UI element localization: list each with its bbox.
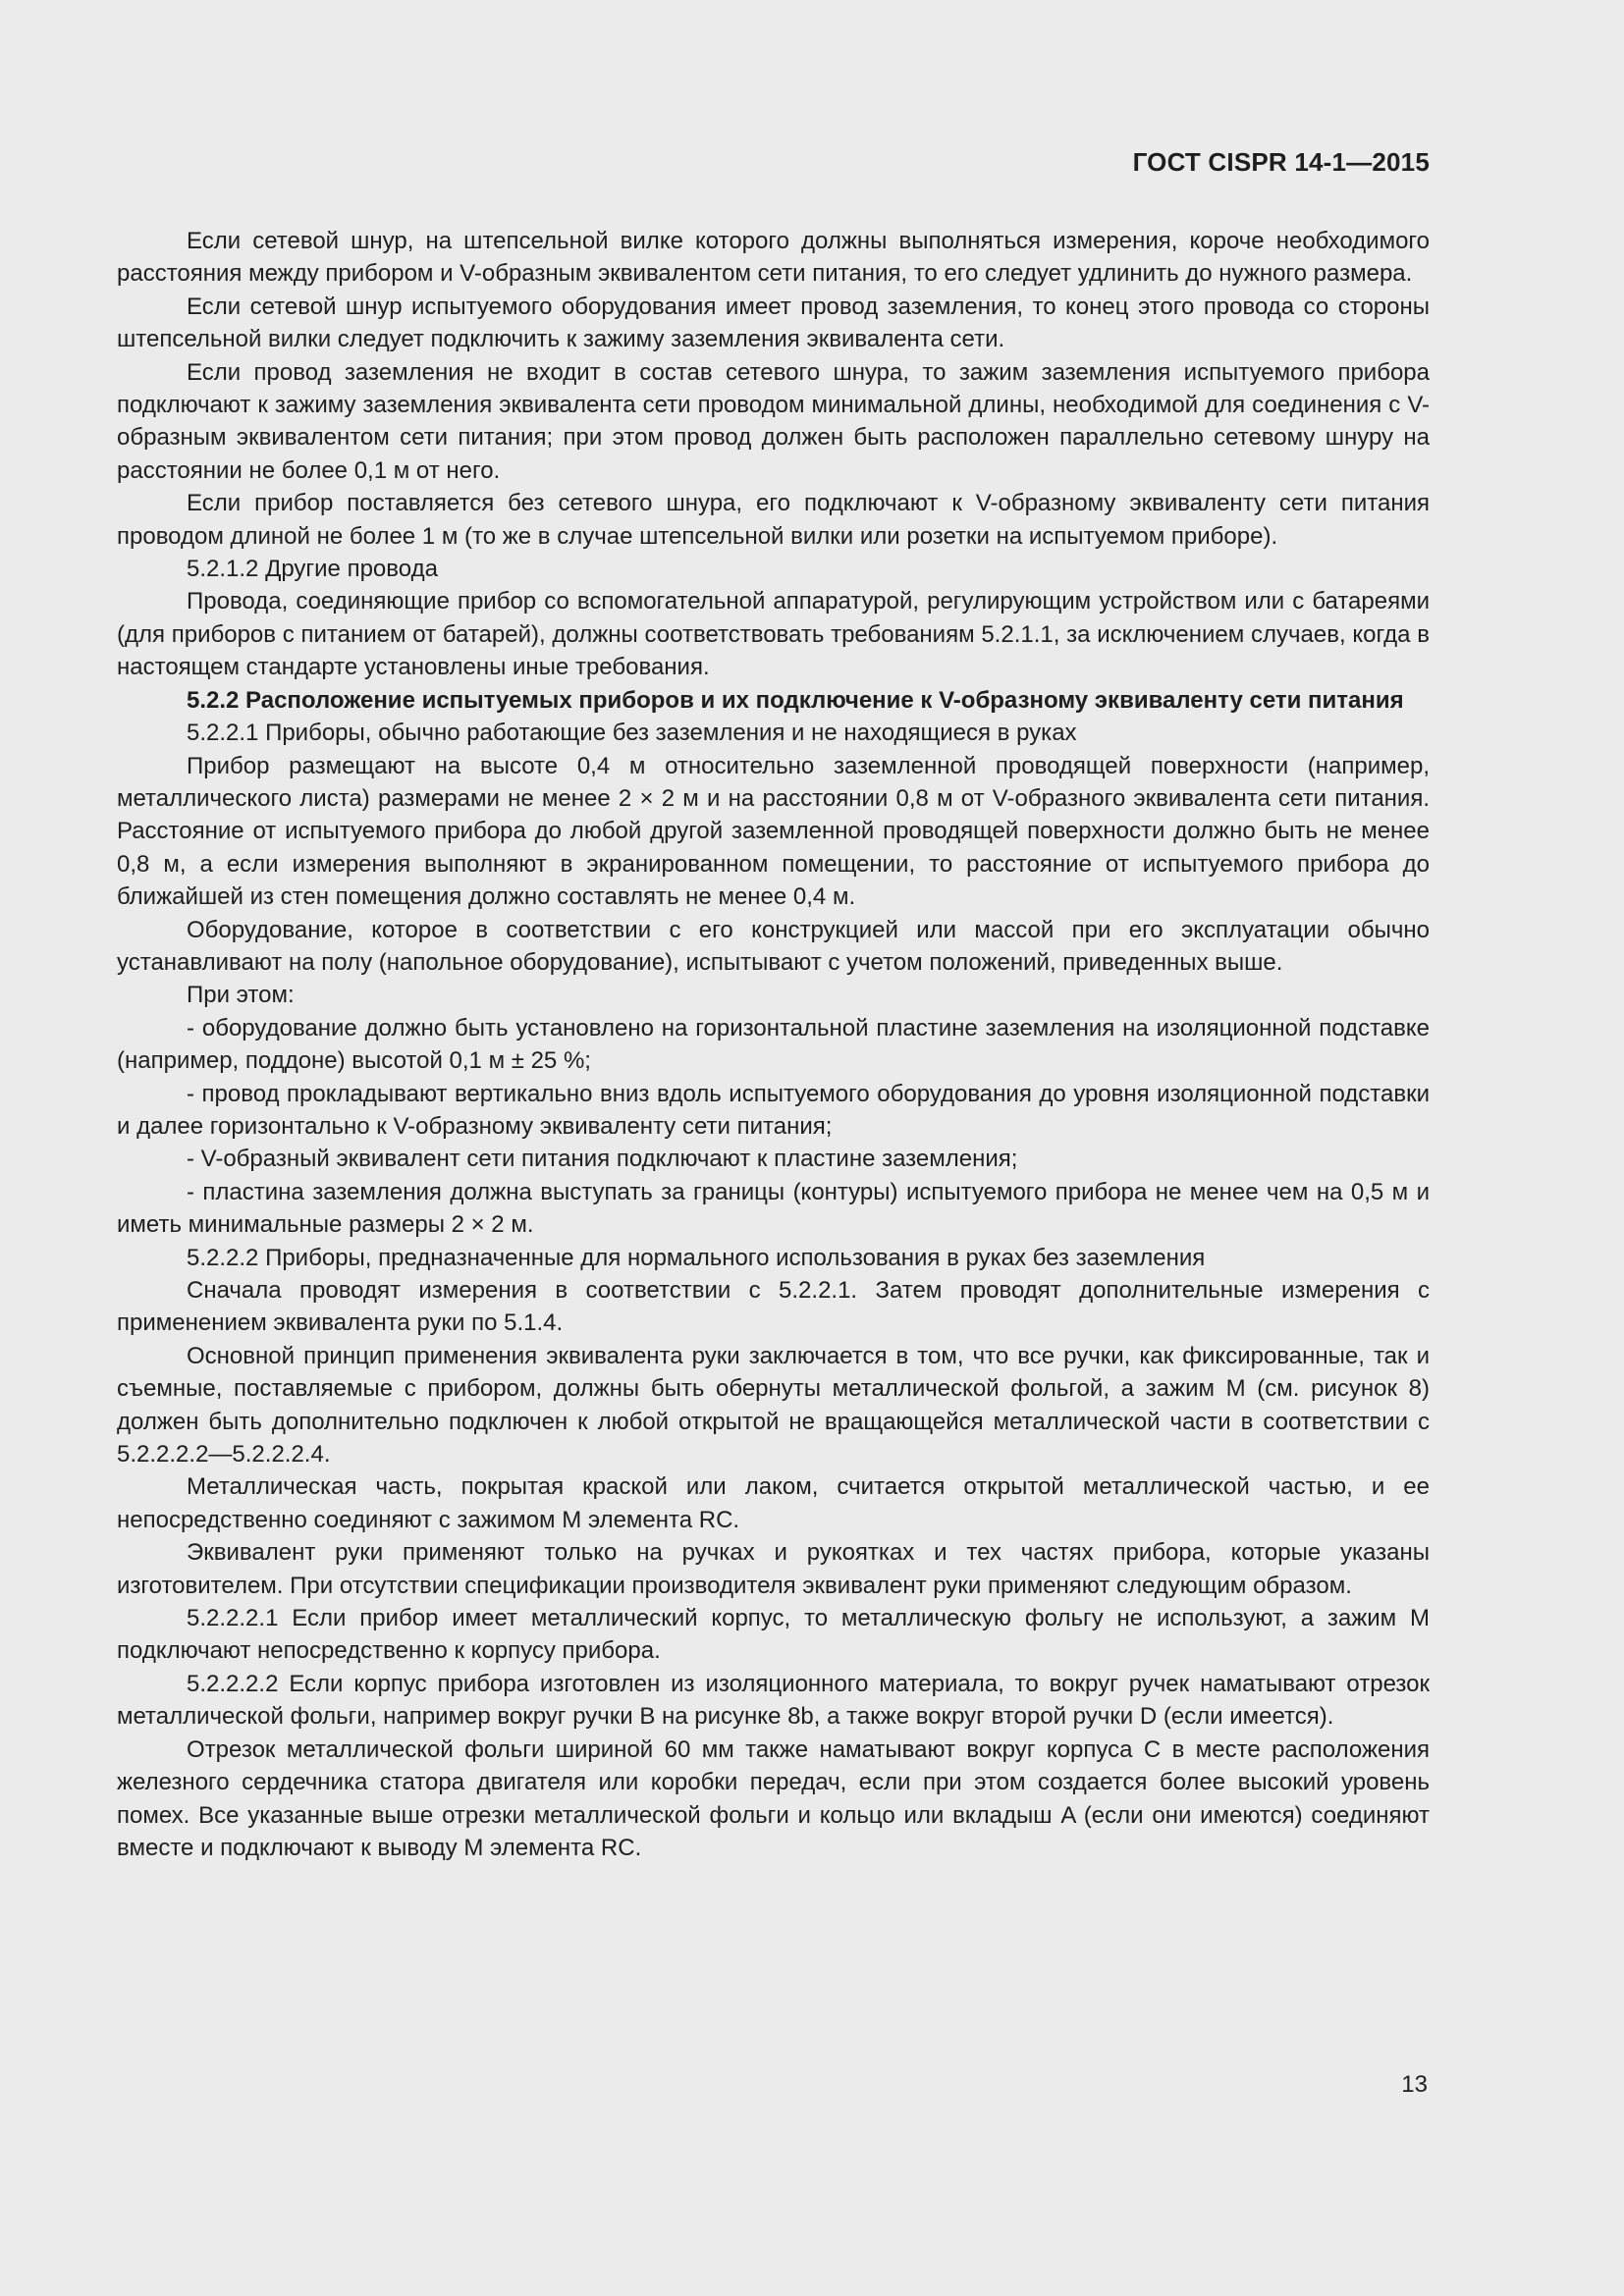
paragraph: Провода, соединяющие прибор со вспомогательной аппаратурой, регулирующим устройством или с батареями (для приборов с питанием от батарей), должны соответствовать требованиям 5.2.1.1, за исключением случаев, когда в настоящем стандарте установлены иные требования. — [117, 588, 1430, 681]
paragraph: 5.2.1.2 Другие провода — [187, 556, 438, 583]
paragraph: - провод прокладывают вертикально вниз вдоль испытуемого оборудования до уровня изоляционной подставки и далее горизонтально к V-образному эквиваленту сети питания; — [117, 1080, 1430, 1140]
paragraph: - пластина заземления должна выступать за границы (контуры) испытуемого прибора не менее чем на 0,5 м и иметь минимальные размеры 2 × 2 м. — [117, 1178, 1430, 1239]
paragraph: Если провод заземления не входит в состав сетевого шнура, то зажим заземления испытуемого прибора подключают к зажиму заземления эквивалента сети проводом минимальной длины, необходимой для соединения с V-образным эквивалентом сети питания; при этом провод должен быть расположен параллельно сетевому шнуру на расстоянии не более 0,1 м от него. — [117, 358, 1430, 484]
paragraph: Прибор размещают на высоте 0,4 м относительно заземленной проводящей поверхности (например, металлического листа) размерами не менее 2 × 2 м и на расстоянии 0,8 м от V-образного эквивалента сети питания. Расстояние от испытуемого прибора до любой другой заземленной проводящей поверхности должно быть не менее 0,8 м, а если измерения выполняют в экранированном помещении, то расстояние от испытуемого прибора до ближайшей из стен помещения должно составлять не менее 0,4 м. — [117, 752, 1430, 911]
document-body — [117, 225, 1430, 1864]
paragraph: Эквивалент руки применяют только на ручках и рукоятках и тех частях прибора, которые указаны изготовителем. При отсутствии спецификации производителя эквивалент руки применяют следующим образом. — [117, 1539, 1430, 1599]
section-heading: 5.2.2 Расположение испытуемых приборов и их подключение к V-образному эквиваленту сети питания — [187, 686, 1404, 714]
paragraph: Если сетевой шнур испытуемого оборудования имеет провод заземления, то конец этого провода со стороны штепсельной вилки следует подключить к зажиму заземления эквивалента сети. — [117, 293, 1430, 353]
paragraph: Сначала проводят измерения в соответствии с 5.2.2.1. Затем проводят дополнительные измерения с применением эквивалента руки по 5.1.4. — [117, 1277, 1430, 1337]
document-code-header: ГОСТ CISPR 14-1—2015 — [1132, 147, 1430, 177]
paragraph: Оборудование, которое в соответствии с его конструкцией или массой при его эксплуатации обычно устанавливают на полу (напольное оборудование), испытывают с учетом положений, приведенных выше. — [117, 916, 1430, 976]
paragraph: 5.2.2.2.1 Если прибор имеет металлический корпус, то металлическую фольгу не используют, а зажим M подключают непосредственно к корпусу прибора. — [117, 1605, 1430, 1665]
paragraph: 5.2.2.2 Приборы, предназначенные для нормального использования в руках без заземления — [187, 1244, 1206, 1271]
paragraph: Основной принцип применения эквивалента руки заключается в том, что все ручки, как фиксированные, так и съемные, поставляемые с прибором, должны быть обернуты металлической фольгой, а зажим M (см. рисунок 8) должен быть дополнительно подключен к любой открытой не вращающейся металлической части в соответствии с 5.2.2.2.2—5.2.2.2.4. — [117, 1342, 1430, 1468]
paragraph: Металлическая часть, покрытая краской или лаком, считается открытой металлической частью, и ее непосредственно соединяют с зажимом M элемента RC. — [117, 1473, 1430, 1533]
paragraph: - V-образный эквивалент сети питания подключают к пластине заземления; — [187, 1146, 1018, 1173]
paragraph: 5.2.2.1 Приборы, обычно работающие без заземления и не находящиеся в руках — [187, 720, 1077, 747]
page-number: 13 — [1401, 2071, 1428, 2098]
paragraph: 5.2.2.2.2 Если корпус прибора изготовлен из изоляционного материала, то вокруг ручек наматывают отрезок металлической фольги, например вокруг ручки B на рисунке 8b, а также вокруг второй ручки D (если имеется). — [117, 1670, 1430, 1731]
paragraph: При этом: — [187, 982, 295, 1009]
paragraph: - оборудование должно быть установлено на горизонтальной пластине заземления на изоляционной подставке (например, поддоне) высотой 0,1 м ± 25 %; — [117, 1014, 1430, 1075]
paragraph: Если прибор поставляется без сетевого шнура, его подключают к V-образному эквиваленту сети питания проводом длиной не более 1 м (то же в случае штепсельной вилки или розетки на испытуемом приборе). — [117, 490, 1430, 550]
paragraph: Отрезок металлической фольги шириной 60 мм также наматывают вокруг корпуса C в месте расположения железного сердечника статора двигателя или коробки передач, если при этом создается более высокий уровень помех. Все указанные выше отрезки металлической фольги и кольцо или вкладыш A (если они имеются) соединяют вместе и подключают к выводу M элемента RC. — [117, 1735, 1430, 1861]
paragraph: Если сетевой шнур, на штепсельной вилке которого должны выполняться измерения, короче необходимого расстояния между прибором и V-образным эквивалентом сети питания, то его следует удлинить до нужного размера. — [117, 228, 1430, 288]
